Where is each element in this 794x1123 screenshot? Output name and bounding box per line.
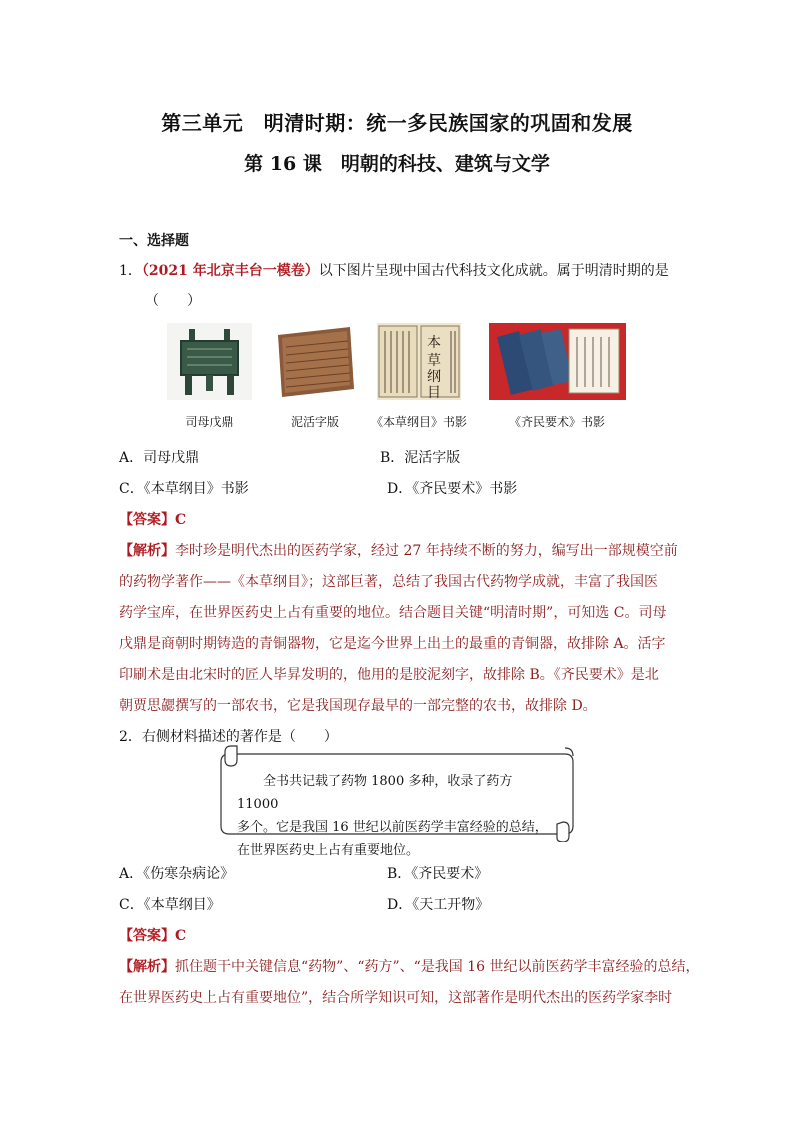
qimin-book-icon [489,323,626,400]
qimin-book-image [489,323,626,400]
q1-answer-value: C [175,512,187,528]
clay-type-image [274,323,356,400]
lesson-title: 第 16 课 明朝的科技、建筑与文学 [244,153,550,175]
clay-type-icon [274,323,356,400]
svg-text:草: 草 [427,353,441,369]
q1-explain-tag: 【解析】 [119,543,175,559]
q2-option-b: B．《齐民要术》 [387,866,489,882]
bronze-ding-image [167,323,252,400]
bencao-book-image [377,323,461,400]
q2-stem: 2．右侧材料描述的著作是（ ） [119,729,338,745]
caption-qimin: 《齐民要术》书影 [508,415,605,429]
q2-option-c: C．《本草纲目》 [119,897,221,913]
q1-answer [119,509,186,529]
q1-explain-line-3: 药学宝库，在世界医药史上占有重要的地位。结合题目关键“明清时期”，可知选 C。司母 [119,605,667,621]
q2-option-a: A．《伤寒杂病论》 [119,866,235,882]
q1-explain-line-1: 【解析】李时珍是明代杰出的医药学家，经过 27 年持续不断的努力，编写出一部规模空前 [119,543,678,559]
q1-stem [119,260,669,280]
svg-text:目: 目 [427,385,441,400]
q2-explain-tag: 【解析】 [119,959,175,975]
caption-clay-type: 泥活字版 [290,415,339,429]
q1-explain-line-4: 戊鼎是商朝时期铸造的青铜器物，它是迄今世界上出土的最重的青铜器，故排除 A。活字 [119,636,666,652]
bronze-ding-icon [167,323,252,400]
bencao-book-icon [377,323,461,400]
section-title: 一、选择题 [119,233,189,249]
q1-explain-line-2: 的药物学著作——《本草纲目》；这部巨著，总结了我国古代药物学成就，丰富了我国医 [119,574,658,590]
q1-source: （2021 年北京丰台一模卷） [141,263,319,279]
q2-answer-tag: 【答案】 [119,928,175,944]
unit-title: 第三单元 明清时期：统一多民族国家的巩固和发展 [161,111,633,135]
q2-option-d: D．《天工开物》 [387,897,490,913]
svg-text:纲: 纲 [427,369,441,385]
caption-ding: 司母戊鼎 [185,415,234,429]
q2-explain-line-1: 【解析】抓住题干中关键信息“药物”、“药方”、“是我国 16 世纪以前医药学丰富经验的总结， [119,959,700,975]
q1-answer-tag: 【答案】 [119,512,175,528]
caption-bencao: 《本草纲目》书影 [370,415,467,429]
q1-option-c: C．《本草纲目》书影 [119,481,249,497]
material-scroll [217,742,577,858]
q2-explain-line-2: 在世界医药史上占有重要地位”，结合所学知识可知，这部著作是明代杰出的医药学家李时 [119,990,673,1006]
q1-explain-line-5: 印刷术是由北宋时的匠人毕昇发明的，他用的是胶泥刻字，故排除 B。《齐民要术》是北 [119,667,659,683]
q1-blank: （ ） [145,293,201,309]
q2-answer-value: C [175,928,187,944]
q1-option-a: A．司母戊鼎 [119,450,200,466]
q1-option-b: B．泥活字版 [380,450,461,466]
q1-option-d: D．《齐民要术》书影 [387,481,518,497]
q1-explain-line-6: 朝贾思勰撰写的一部农书，它是我国现存最早的一部完整的农书，故排除 D。 [119,698,597,714]
q1-number: 1． [119,263,142,279]
q2-answer [119,925,186,945]
svg-text:本: 本 [427,335,441,351]
q1-stem-text: 以下图片呈现中国古代科技文化成就。属于明清时期的是 [318,263,669,279]
scroll-text: 全书共记载了药物 1800 多种，收录了药方 11000 多个。它是我国 16 世纪以前医药学丰富经验的总结， 在世界医药史上占有重要地位。 [237,774,548,858]
